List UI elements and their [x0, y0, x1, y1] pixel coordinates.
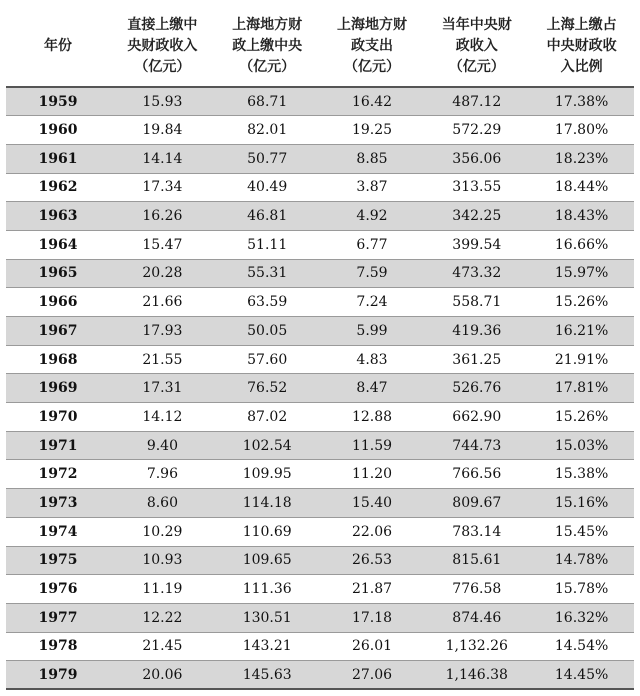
local-remit-cell: 63.59 [215, 288, 320, 317]
direct-remit-cell: 21.66 [110, 288, 215, 317]
header-line: 上海地方财 [336, 16, 407, 33]
local-expenditure-cell: 6.77 [320, 230, 425, 259]
year-cell: 1972 [6, 460, 110, 489]
local-expenditure-cell: 21.87 [320, 575, 425, 604]
table-row [6, 345, 634, 374]
local-expenditure-cell: 17.18 [320, 603, 425, 632]
table-row [6, 288, 634, 317]
table-row [6, 230, 634, 259]
table-row [6, 489, 634, 518]
direct-remit-cell: 14.12 [110, 403, 215, 432]
local-remit-cell: 76.52 [215, 374, 320, 403]
local-expenditure-cell: 7.59 [320, 259, 425, 288]
direct-remit-cell: 12.22 [110, 603, 215, 632]
local-expenditure-cell: 19.25 [320, 116, 425, 145]
direct-remit-cell: 21.45 [110, 632, 215, 661]
remit-ratio-cell: 15.38% [529, 460, 634, 489]
central-revenue-cell: 1,146.38 [424, 661, 529, 690]
table-row [6, 575, 634, 604]
local-expenditure-cell: 11.59 [320, 431, 425, 460]
local-expenditure-cell: 26.01 [320, 632, 425, 661]
local-remit-cell: 145.63 [215, 661, 320, 690]
local-remit-cell: 46.81 [215, 202, 320, 231]
direct-remit-cell: 14.14 [110, 144, 215, 173]
direct-remit-cell: 20.06 [110, 661, 215, 690]
local-expenditure-cell: 5.99 [320, 317, 425, 346]
table-row [6, 460, 634, 489]
header-line: 上海地方财 [232, 16, 303, 33]
year-cell: 1968 [6, 345, 110, 374]
direct-remit-cell: 17.93 [110, 317, 215, 346]
direct-remit-cell: 10.93 [110, 546, 215, 575]
table-row [6, 87, 634, 116]
remit-ratio-cell: 17.38% [529, 87, 634, 116]
header-line: 央财政收入 [127, 37, 198, 54]
local-expenditure-cell: 11.20 [320, 460, 425, 489]
fiscal-data-table [6, 6, 634, 690]
local-expenditure-cell: 16.42 [320, 87, 425, 116]
table-body [6, 87, 634, 689]
local-remit-cell: 57.60 [215, 345, 320, 374]
header-central-revenue [424, 6, 529, 87]
year-cell: 1975 [6, 546, 110, 575]
local-expenditure-cell: 4.92 [320, 202, 425, 231]
header-line: 中央财政收 [546, 37, 617, 54]
header-line: 政支出 [350, 37, 393, 54]
remit-ratio-cell: 15.03% [529, 431, 634, 460]
header-local-remit [215, 6, 320, 87]
remit-ratio-cell: 18.44% [529, 173, 634, 202]
year-cell: 1973 [6, 489, 110, 518]
local-remit-cell: 51.11 [215, 230, 320, 259]
table-row [6, 546, 634, 575]
header-remit-ratio [529, 6, 634, 87]
remit-ratio-cell: 14.45% [529, 661, 634, 690]
table-row [6, 632, 634, 661]
remit-ratio-cell: 15.26% [529, 403, 634, 432]
year-cell: 1964 [6, 230, 110, 259]
remit-ratio-cell: 18.23% [529, 144, 634, 173]
direct-remit-cell: 7.96 [110, 460, 215, 489]
year-cell: 1959 [6, 87, 110, 116]
central-revenue-cell: 776.58 [424, 575, 529, 604]
central-revenue-cell: 526.76 [424, 374, 529, 403]
year-cell: 1960 [6, 116, 110, 145]
header-local-expenditure [320, 6, 425, 87]
table-row [6, 202, 634, 231]
year-cell: 1979 [6, 661, 110, 690]
central-revenue-cell: 783.14 [424, 517, 529, 546]
local-remit-cell: 114.18 [215, 489, 320, 518]
central-revenue-cell: 313.55 [424, 173, 529, 202]
header-line: 入比例 [560, 58, 603, 75]
local-remit-cell: 82.01 [215, 116, 320, 145]
table-row [6, 259, 634, 288]
direct-remit-cell: 20.28 [110, 259, 215, 288]
central-revenue-cell: 342.25 [424, 202, 529, 231]
remit-ratio-cell: 15.26% [529, 288, 634, 317]
direct-remit-cell: 11.19 [110, 575, 215, 604]
central-revenue-cell: 744.73 [424, 431, 529, 460]
table-row [6, 317, 634, 346]
local-remit-cell: 102.54 [215, 431, 320, 460]
year-cell: 1977 [6, 603, 110, 632]
central-revenue-cell: 399.54 [424, 230, 529, 259]
remit-ratio-cell: 15.45% [529, 517, 634, 546]
local-remit-cell: 40.49 [215, 173, 320, 202]
local-remit-cell: 109.95 [215, 460, 320, 489]
remit-ratio-cell: 16.21% [529, 317, 634, 346]
local-remit-cell: 130.51 [215, 603, 320, 632]
local-remit-cell: 50.05 [215, 317, 320, 346]
table-row [6, 403, 634, 432]
year-cell: 1966 [6, 288, 110, 317]
header-row [6, 6, 634, 87]
central-revenue-cell: 809.67 [424, 489, 529, 518]
local-expenditure-cell: 15.40 [320, 489, 425, 518]
table-row [6, 517, 634, 546]
header-line: （亿元） [134, 58, 191, 75]
central-revenue-cell: 361.25 [424, 345, 529, 374]
direct-remit-cell: 21.55 [110, 345, 215, 374]
central-revenue-cell: 356.06 [424, 144, 529, 173]
local-expenditure-cell: 27.06 [320, 661, 425, 690]
table-row [6, 116, 634, 145]
local-remit-cell: 50.77 [215, 144, 320, 173]
direct-remit-cell: 19.84 [110, 116, 215, 145]
remit-ratio-cell: 15.78% [529, 575, 634, 604]
local-expenditure-cell: 8.85 [320, 144, 425, 173]
local-remit-cell: 55.31 [215, 259, 320, 288]
year-cell: 1967 [6, 317, 110, 346]
remit-ratio-cell: 18.43% [529, 202, 634, 231]
table-row [6, 144, 634, 173]
remit-ratio-cell: 16.32% [529, 603, 634, 632]
central-revenue-cell: 766.56 [424, 460, 529, 489]
year-cell: 1963 [6, 202, 110, 231]
table-row [6, 173, 634, 202]
local-remit-cell: 143.21 [215, 632, 320, 661]
direct-remit-cell: 15.93 [110, 87, 215, 116]
direct-remit-cell: 15.47 [110, 230, 215, 259]
header-line: 当年中央财 [441, 16, 512, 33]
central-revenue-cell: 487.12 [424, 87, 529, 116]
central-revenue-cell: 874.46 [424, 603, 529, 632]
central-revenue-cell: 558.71 [424, 288, 529, 317]
header-line: 年份 [44, 37, 72, 54]
header-line: 上海上缴占 [546, 16, 617, 33]
local-expenditure-cell: 26.53 [320, 546, 425, 575]
remit-ratio-cell: 15.16% [529, 489, 634, 518]
header-line: （亿元） [343, 58, 400, 75]
central-revenue-cell: 473.32 [424, 259, 529, 288]
header-line: 直接上缴中 [127, 16, 198, 33]
local-remit-cell: 87.02 [215, 403, 320, 432]
direct-remit-cell: 17.31 [110, 374, 215, 403]
direct-remit-cell: 9.40 [110, 431, 215, 460]
direct-remit-cell: 10.29 [110, 517, 215, 546]
header-direct-remit [110, 6, 215, 87]
central-revenue-cell: 662.90 [424, 403, 529, 432]
remit-ratio-cell: 16.66% [529, 230, 634, 259]
local-expenditure-cell: 12.88 [320, 403, 425, 432]
local-remit-cell: 111.36 [215, 575, 320, 604]
remit-ratio-cell: 17.80% [529, 116, 634, 145]
year-cell: 1962 [6, 173, 110, 202]
central-revenue-cell: 815.61 [424, 546, 529, 575]
central-revenue-cell: 419.36 [424, 317, 529, 346]
table-row [6, 661, 634, 690]
year-cell: 1961 [6, 144, 110, 173]
local-remit-cell: 110.69 [215, 517, 320, 546]
year-cell: 1965 [6, 259, 110, 288]
direct-remit-cell: 17.34 [110, 173, 215, 202]
local-expenditure-cell: 4.83 [320, 345, 425, 374]
year-cell: 1974 [6, 517, 110, 546]
remit-ratio-cell: 15.97% [529, 259, 634, 288]
remit-ratio-cell: 21.91% [529, 345, 634, 374]
header-line: （亿元） [448, 58, 505, 75]
local-expenditure-cell: 3.87 [320, 173, 425, 202]
local-expenditure-cell: 8.47 [320, 374, 425, 403]
local-remit-cell: 68.71 [215, 87, 320, 116]
local-remit-cell: 109.65 [215, 546, 320, 575]
year-cell: 1969 [6, 374, 110, 403]
direct-remit-cell: 16.26 [110, 202, 215, 231]
local-expenditure-cell: 7.24 [320, 288, 425, 317]
year-cell: 1970 [6, 403, 110, 432]
table-row [6, 431, 634, 460]
table-header [6, 6, 634, 87]
direct-remit-cell: 8.60 [110, 489, 215, 518]
header-line: （亿元） [239, 58, 296, 75]
remit-ratio-cell: 14.78% [529, 546, 634, 575]
remit-ratio-cell: 17.81% [529, 374, 634, 403]
local-expenditure-cell: 22.06 [320, 517, 425, 546]
table-row [6, 603, 634, 632]
year-cell: 1976 [6, 575, 110, 604]
year-cell: 1971 [6, 431, 110, 460]
central-revenue-cell: 572.29 [424, 116, 529, 145]
year-cell: 1978 [6, 632, 110, 661]
table-row [6, 374, 634, 403]
central-revenue-cell: 1,132.26 [424, 632, 529, 661]
header-line: 政收入 [455, 37, 498, 54]
remit-ratio-cell: 14.54% [529, 632, 634, 661]
header-line: 政上缴中央 [232, 37, 303, 54]
header-year [6, 6, 110, 87]
